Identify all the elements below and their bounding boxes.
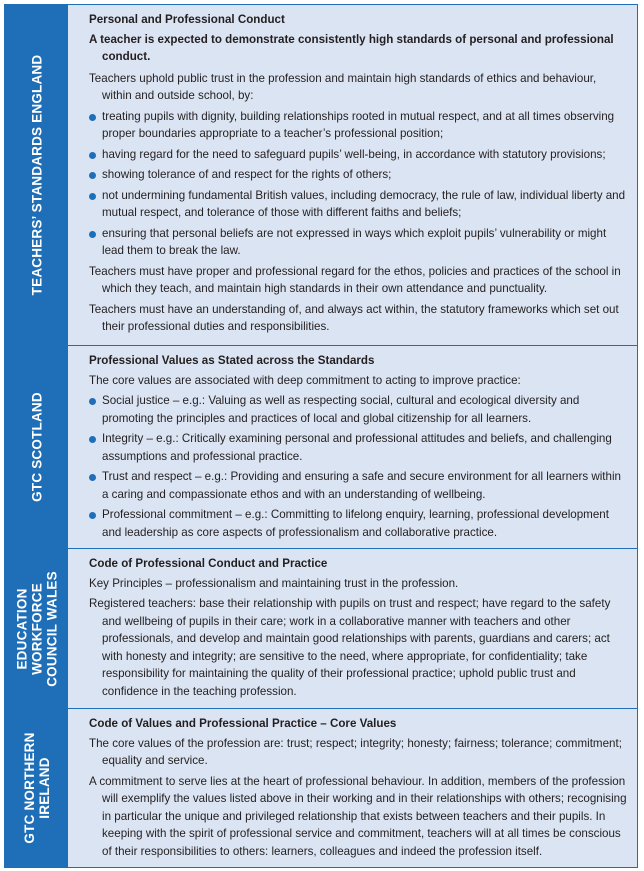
- section-gtc-scotland: [5, 345, 637, 548]
- list-item: ensuring that personal beliefs are not expressed in ways which exploit pupils’ vulnerability or might lead them to break the law.: [89, 225, 627, 260]
- bullet-icon: [89, 512, 96, 519]
- section-lead: A teacher is expected to demonstrate consistently high standards of personal and professional conduct.: [89, 32, 614, 63]
- list-item: Social justice – e.g.: Valuing as well as respecting social, cultural and ecological diversity and promoting the principles and practices of local and global citizenship for all learners.: [89, 392, 627, 427]
- section-teachers-standards-england: [5, 5, 637, 345]
- side-label: GTC NORTHERN IRELAND: [21, 732, 52, 844]
- section-intro: Teachers uphold public trust in the profession and maintain high standards of ethics and behaviour, within and outside school, by:: [89, 71, 597, 102]
- paragraph: Registered teachers: base their relationship with pupils on trust and respect; have regard to the safety and wellbeing of pupils in their care; work in a collaborative manner with teachers and other professionals, and develop and maintain good relationships with parents, guardians and carers; act with honesty and integrity; are sensitive to the need, where appropriate, for confidentiality; take responsibility for maintaining the quality of their professional practice; uphold public trust and confidence in the teaching profession.: [89, 597, 611, 698]
- list-item: Trust and respect – e.g.: Providing and ensuring a safe and secure environment for all learners within a caring and compassionate ethos and with an understanding of wellbeing.: [89, 468, 627, 503]
- paragraph: The core values of the profession are: trust; respect; integrity; honesty; fairness; tolerance; commitment; equality and service.: [89, 736, 622, 767]
- side-label-bar: [5, 346, 68, 548]
- bullet-icon: [89, 398, 96, 405]
- section-gtc-northern-ireland: [5, 708, 637, 867]
- paragraph: Teachers must have an understanding of, and always act within, the statutory frameworks which set out their professional duties and responsibilities.: [89, 302, 619, 333]
- side-label: TEACHERS’ STANDARDS ENGLAND: [29, 54, 44, 296]
- bullet-icon: [89, 172, 96, 179]
- section-title: Code of Values and Professional Practice – Core Values: [89, 717, 397, 730]
- side-label-bar: [5, 5, 68, 345]
- standards-table: [4, 4, 638, 868]
- list-item: showing tolerance of and respect for the rights of others;: [89, 166, 627, 184]
- list-item: having regard for the need to safeguard pupils’ well-being, in accordance with statutory provisions;: [89, 146, 627, 164]
- section-title: Personal and Professional Conduct: [89, 13, 285, 26]
- section-intro: The core values are associated with deep commitment to acting to improve practice:: [89, 373, 521, 387]
- bullet-icon: [89, 436, 96, 443]
- bullet-icon: [89, 114, 96, 121]
- list-item: not undermining fundamental British values, including democracy, the rule of law, individual liberty and mutual respect, and tolerance of those with different faiths and beliefs;: [89, 187, 627, 222]
- list-item: treating pupils with dignity, building relationships rooted in mutual respect, and at all times observing proper boundaries appropriate to a teacher’s professional position;: [89, 108, 627, 143]
- bullet-icon: [89, 152, 96, 159]
- section-content: [68, 5, 637, 345]
- paragraph: A commitment to serve lies at the heart of professional behaviour. In addition, members of the profession will exemplify the values listed above in their working and in their relationships with others; recognising in particular the unique and privileged relationship that exists between teachers and their pupils. In keeping with the spirit of professional service and commitment, teachers will at all times be conscious of their responsibilities to others: learners, colleagues and indeed the profession itself.: [89, 774, 627, 858]
- side-label: EDUCATION WORKFORCE COUNCIL WALES: [14, 570, 59, 687]
- side-label-bar: [5, 709, 68, 867]
- section-ewc-wales: [5, 548, 637, 708]
- section-content: [68, 709, 637, 867]
- list-item: Professional commitment – e.g.: Committing to lifelong enquiry, learning, professional development and leadership as core aspects of professionalism and collaborative practice.: [89, 506, 627, 541]
- side-label: GTC SCOTLAND: [29, 392, 44, 503]
- bullet-icon: [89, 474, 96, 481]
- side-label-bar: [5, 549, 68, 708]
- bullet-icon: [89, 231, 96, 238]
- bullet-icon: [89, 193, 96, 200]
- list-item: Integrity – e.g.: Critically examining personal and professional attitudes and beliefs, and challenging assumptions and professional practice.: [89, 430, 627, 465]
- paragraph: Teachers must have proper and professional regard for the ethos, policies and practices of the school in which they teach, and maintain high standards in their own attendance and punctuality.: [89, 264, 621, 295]
- section-content: [68, 549, 637, 708]
- section-title: Professional Values as Stated across the Standards: [89, 354, 375, 368]
- section-content: [68, 346, 637, 548]
- section-title: Code of Professional Conduct and Practice: [89, 557, 328, 571]
- paragraph: Key Principles – professionalism and maintaining trust in the profession.: [89, 576, 459, 590]
